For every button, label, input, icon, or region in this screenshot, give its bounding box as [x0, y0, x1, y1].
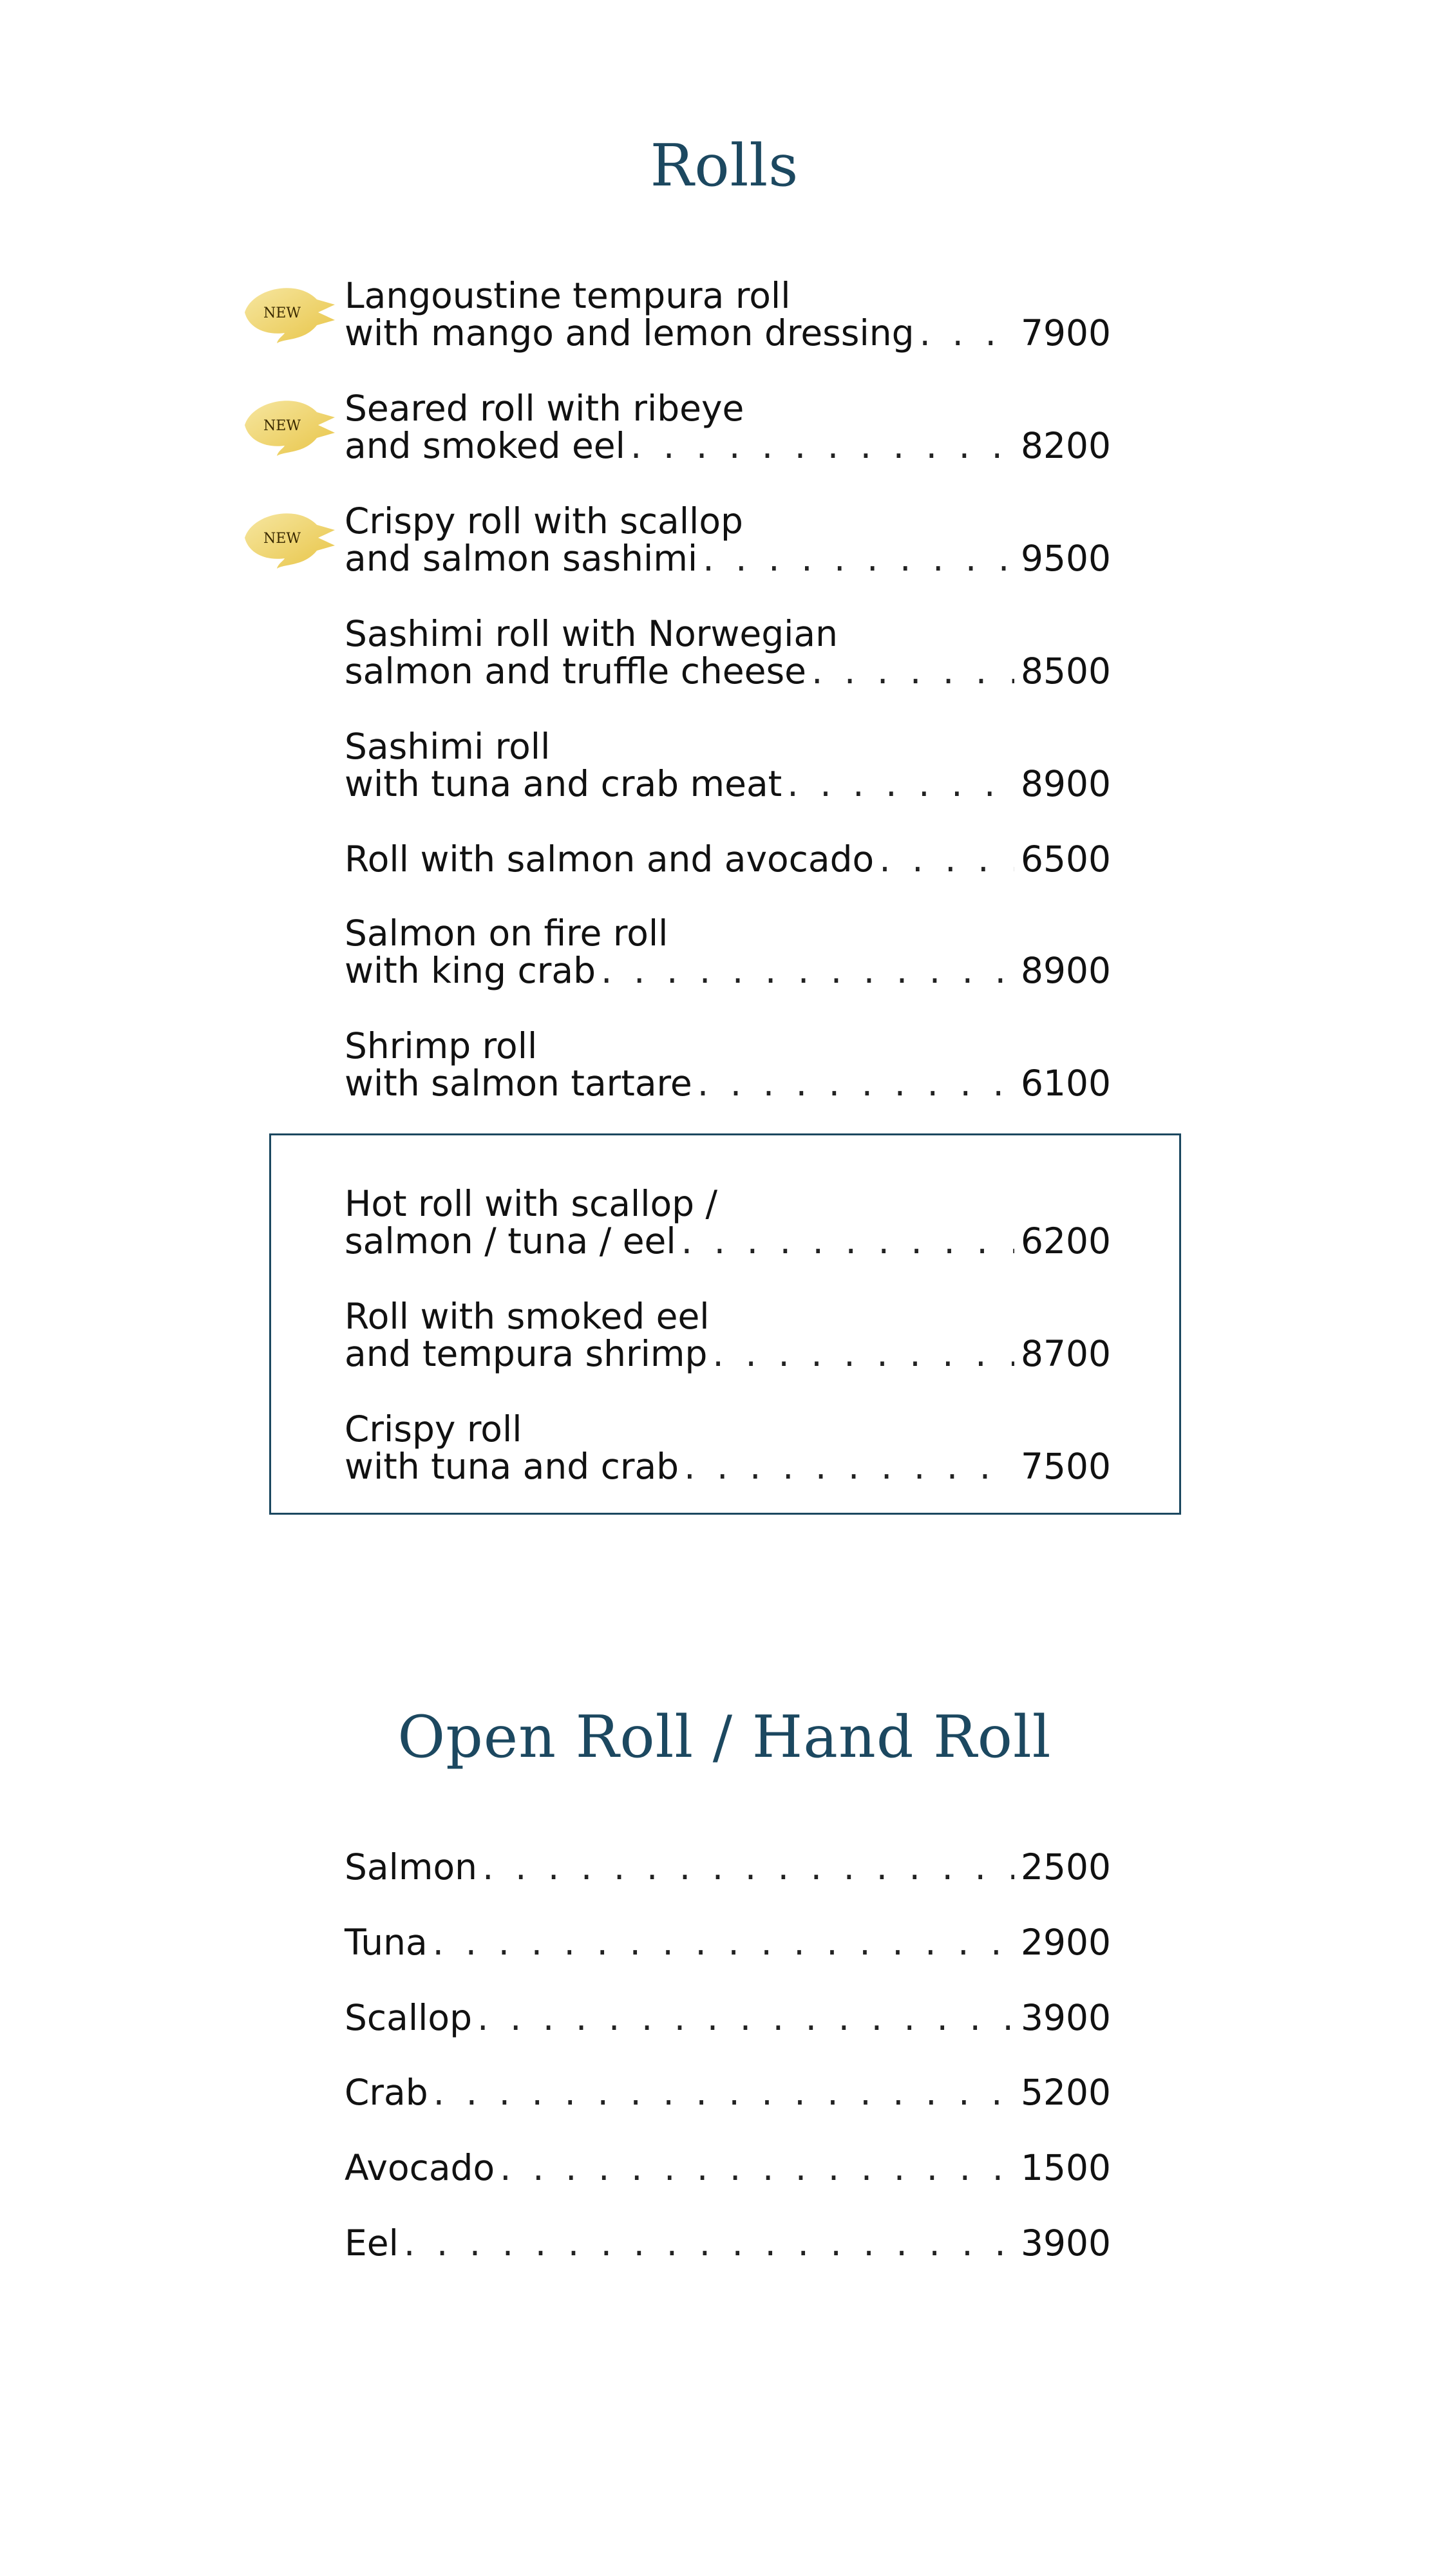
dot-leader	[472, 1999, 1014, 2036]
menu-item-name-line1: Crispy roll with scallop	[345, 500, 743, 542]
menu-item-price: 7900	[1021, 312, 1111, 354]
new-badge-icon	[240, 274, 336, 351]
menu-item	[345, 1410, 1111, 1485]
new-badge-icon	[240, 386, 336, 464]
menu-item-name: salmon and truffle cheese	[345, 650, 806, 692]
svg-text:NEW: NEW	[263, 531, 301, 547]
svg-text:NEW: NEW	[263, 305, 301, 321]
menu-item-name: with salmon tartare	[345, 1063, 692, 1104]
menu-item-name-line1: Sashimi roll with Norwegian	[345, 613, 838, 654]
menu-item-price: 3900	[1021, 1997, 1111, 2038]
menu-item	[345, 1027, 1111, 1102]
dot-leader	[782, 765, 1014, 802]
menu-item-price: 6200	[1021, 1220, 1111, 1262]
menu-item	[345, 1185, 1111, 1260]
dot-leader	[596, 952, 1014, 989]
menu-item-name-line1: Shrimp roll	[345, 1025, 538, 1066]
menu-item-price: 8500	[1021, 650, 1111, 692]
menu-item-name-line1: Seared roll with ribeye	[345, 388, 744, 429]
menu-item-name-line1: Crispy roll	[345, 1408, 522, 1450]
menu-item-price: 8200	[1021, 425, 1111, 466]
menu-item-price: 8900	[1021, 950, 1111, 991]
menu-item-price: 6500	[1021, 838, 1111, 880]
menu-item	[345, 728, 1111, 802]
menu-item-name: with tuna and crab	[345, 1446, 679, 1487]
menu-item	[345, 914, 1111, 989]
menu-item-price: 8700	[1021, 1333, 1111, 1374]
menu-item-name: Avocado	[345, 2147, 495, 2188]
dot-leader	[676, 1222, 1014, 1260]
menu-item	[345, 502, 1111, 577]
menu-item-price: 6100	[1021, 1063, 1111, 1104]
menu-item-name: Tuna	[345, 1922, 428, 1963]
menu-item	[345, 2224, 1111, 2262]
menu-item-name: salmon / tuna / eel	[345, 1220, 676, 1262]
open-roll-section-title: Open Roll / Hand Roll	[397, 1703, 1052, 1771]
dot-leader	[806, 652, 1014, 690]
menu-item	[345, 1848, 1111, 1886]
menu-item-price: 1500	[1021, 2147, 1111, 2188]
menu-item-price: 9500	[1021, 538, 1111, 579]
menu-item-name: and tempura shrimp	[345, 1333, 708, 1374]
menu-item	[345, 390, 1111, 464]
menu-item-name-line1: Sashimi roll	[345, 726, 551, 767]
menu-item-name: with tuna and crab meat	[345, 763, 782, 804]
dot-leader	[495, 2149, 1014, 2186]
menu-item-price: 5200	[1021, 2072, 1111, 2113]
dot-leader	[692, 1065, 1014, 1102]
dot-leader	[399, 2224, 1014, 2262]
rolls-section-title: Rolls	[650, 132, 799, 200]
dot-leader	[679, 1448, 1014, 1485]
dot-leader	[874, 840, 1014, 878]
menu-item	[345, 277, 1111, 352]
menu-item-name: Scallop	[345, 1997, 472, 2038]
menu-item-name: with king crab	[345, 950, 596, 991]
menu-item-name-line1: Hot roll with scallop /	[345, 1183, 718, 1224]
dot-leader	[477, 1848, 1014, 1886]
menu-item-name: Salmon	[345, 1846, 477, 1888]
menu-item	[345, 840, 1111, 878]
dot-leader	[625, 427, 1014, 464]
menu-item-name: Eel	[345, 2222, 399, 2264]
svg-text:NEW: NEW	[263, 418, 301, 434]
menu-item-price: 2500	[1021, 1846, 1111, 1888]
dot-leader	[428, 2074, 1014, 2111]
dot-leader	[914, 314, 1014, 352]
menu-item-price: 2900	[1021, 1922, 1111, 1963]
menu-item	[345, 2074, 1111, 2111]
menu-item-price: 8900	[1021, 763, 1111, 804]
menu-item-name: and smoked eel	[345, 425, 625, 466]
menu-item-price: 7500	[1021, 1446, 1111, 1487]
dot-leader	[697, 540, 1014, 577]
new-badge-icon	[240, 499, 336, 576]
menu-item-name: Roll with salmon and avocado	[345, 838, 875, 880]
menu-item	[345, 1924, 1111, 1961]
menu-item-name: with mango and lemon dressing	[345, 312, 914, 354]
menu-item-name: and salmon sashimi	[345, 538, 698, 579]
menu-item	[345, 615, 1111, 690]
menu-item-name-line1: Roll with smoked eel	[345, 1296, 710, 1337]
dot-leader	[707, 1335, 1014, 1372]
menu-item-name: Crab	[345, 2072, 428, 2113]
menu-item-name-line1: Langoustine tempura roll	[345, 275, 791, 316]
menu-item	[345, 2149, 1111, 2186]
menu-item-price: 3900	[1021, 2222, 1111, 2264]
menu-item	[345, 1298, 1111, 1372]
menu-item	[345, 1999, 1111, 2036]
menu-item-name-line1: Salmon on fire roll	[345, 913, 668, 954]
dot-leader	[428, 1924, 1014, 1961]
